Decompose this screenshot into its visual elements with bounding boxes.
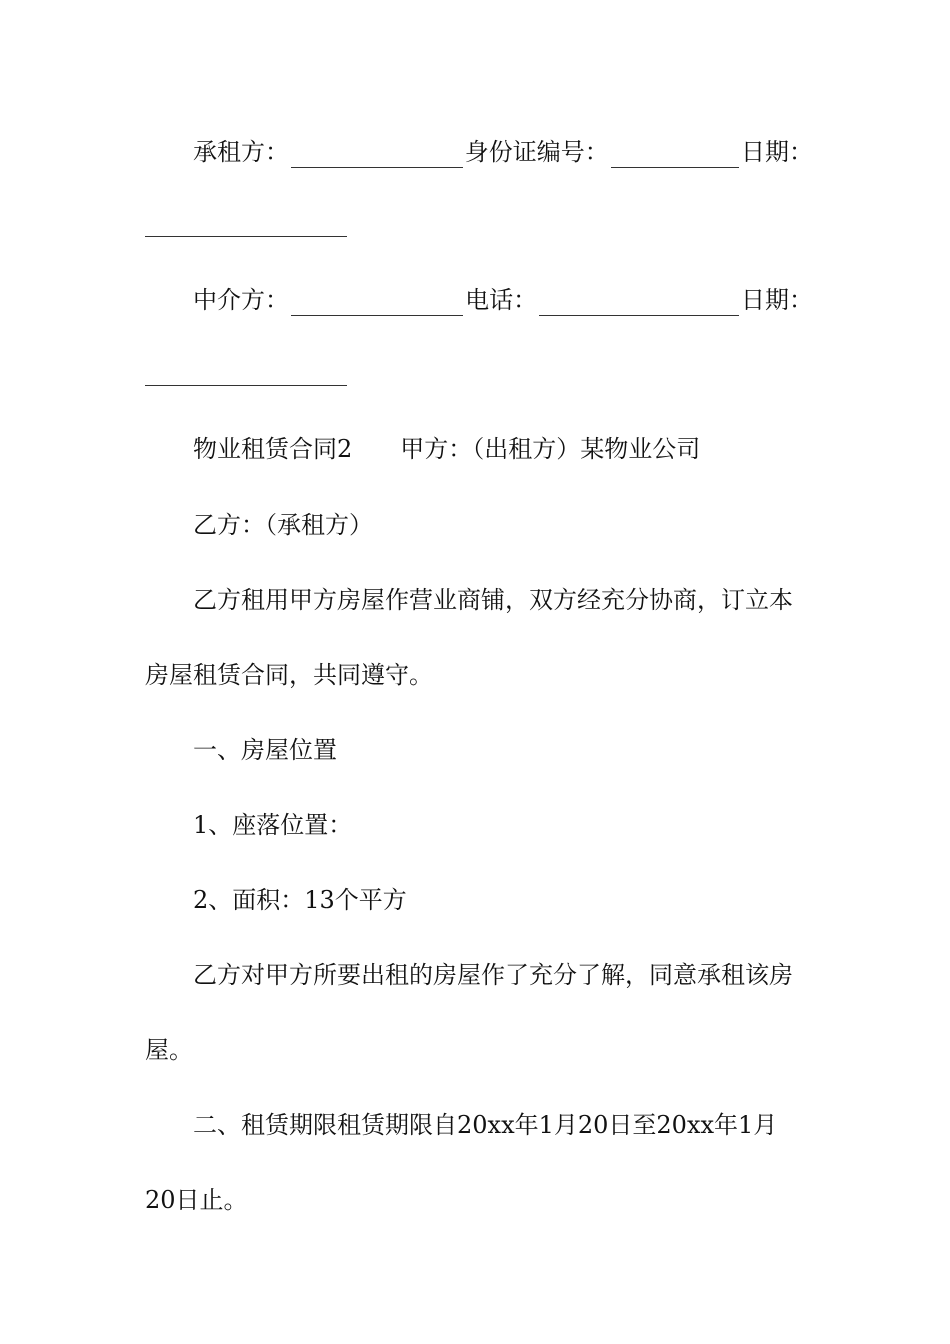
tenant-id-blank[interactable] [611,143,739,168]
intro-line-1: 乙方租用甲方房屋作营业商铺，双方经充分协商，订立本 [193,586,793,614]
agent-date-label: 日期： [741,286,813,314]
understand-line-2: 屋。 [145,1036,193,1064]
contract-title: 物业租赁合同2 [193,435,353,463]
tenant-name-blank[interactable] [291,143,463,168]
item-area: 2、面积：13个平方 [193,886,407,914]
understand-line-1: 乙方对甲方所要出租的房屋作了充分了解，同意承租该房 [193,961,793,989]
agent-name-blank[interactable] [291,291,463,316]
agent-signature-row [193,284,813,316]
agent-label: 中介方： [193,286,289,314]
section-2-line-2: 20日止。 [145,1186,248,1214]
party-b: 乙方：（承租方） [193,511,373,539]
tenant-date-label: 日期： [741,138,813,166]
tenant-signature-row [193,136,813,168]
item-location: 1、座落位置： [193,811,353,839]
tenant-id-label: 身份证编号： [464,138,609,166]
tenant-date-blank[interactable] [145,235,347,237]
party-a: 甲方：（出租方）某物业公司 [400,435,701,463]
section-2-line-1: 二、租赁期限租赁期限自20xx年1月20日至20xx年1月 [193,1111,778,1139]
contract-heading-row [193,433,813,465]
agent-phone-label: 电话： [465,286,538,314]
agent-date-blank[interactable] [145,384,347,386]
agent-phone-blank[interactable] [539,291,739,316]
intro-line-2: 房屋租赁合同，共同遵守。 [145,661,433,689]
section-1-heading: 一、房屋位置 [193,736,337,764]
tenant-label: 承租方： [193,138,289,166]
